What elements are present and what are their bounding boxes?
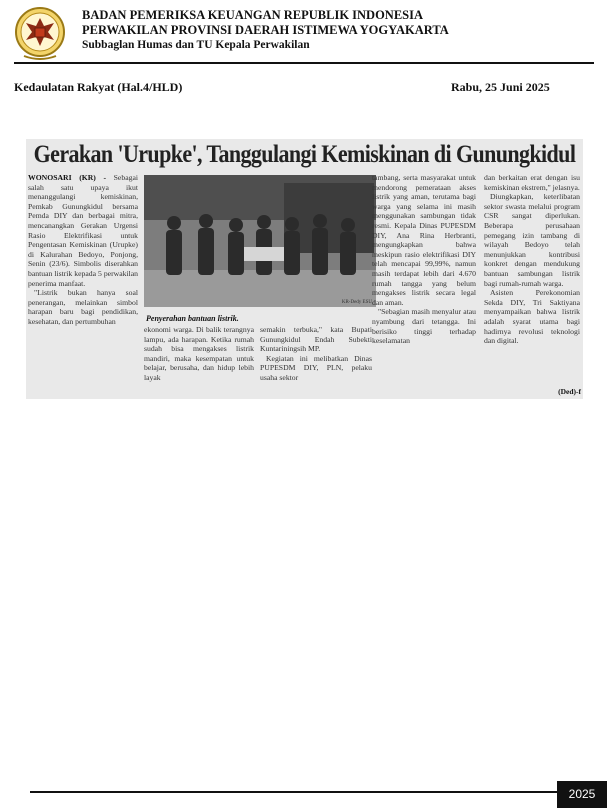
paragraph: ekonomi warga. Di balik terangnya lampu, ada harapan. Ketika rumah sudah bisa mengakses listrik mandiri, maka kesempatan untuk belajar, berusaha, dan hidup lebih layak — [144, 325, 254, 382]
paragraph: dan berkaitan erat dengan isu kemiskinan ekstrem," jelasnya. — [484, 173, 580, 192]
paragraph: "Listrik bukan hanya soal penerangan, melainkan simbol harapan baru bagi pendidikan, kesehatan, dan pertumbuhan — [28, 288, 138, 326]
header-rule — [14, 62, 594, 64]
article-column-1 — [28, 173, 138, 327]
org-line-2: PERWAKILAN PROVINSI DAERAH ISTIMEWA YOGYAKARTA — [82, 23, 449, 37]
paragraph: tambang, serta masyarakat untuk mendorong pemerataan akses listrik yang aman, terutama bagi warga yang selama ini masih menggunakan sambungan tidak resmi. Kepala Dinas PUPESDM DIY, Ana Rina Herbranti, mengungkapkan bahwa meskipun rasio elektrifikasi DIY telah mencapai 99,99%, namun masih terdapat lebih dari 4.670 rumah tangga yang belum mengakses listrik secara legal dan aman. — [372, 173, 476, 307]
news-photo — [144, 175, 376, 307]
paragraph: Kegiatan ini melibatkan Dinas PUPESDM DIY, PLN, pelaku usaha sektor — [260, 353, 372, 382]
article-column-4 — [372, 173, 476, 346]
year-badge: 2025 — [557, 781, 607, 808]
dateline: WONOSARI (KR) - — [28, 173, 107, 182]
paragraph: Diungkapkan, keterlibatan sektor swasta melalui program CSR sangat diperlukan. Beberapa perusahaan pemegang izin tambang di wilayah Bedoyo telah menunjukkan kontribusi konkret dengan mendukung bantuan sambungan listrik bagi rumah-rumah warga. — [484, 192, 580, 288]
source-label: Kedaulatan Rakyat (Hal.4/HLD) — [14, 80, 183, 94]
paragraph: semakin terbuka," kata Bupati Gunungkidul Endah Subekti Kuntariningsih MP. — [260, 325, 372, 354]
publish-date: Rabu, 25 Juni 2025 — [451, 80, 550, 94]
garuda-emblem-icon — [14, 6, 66, 62]
org-line-1: BADAN PEMERIKSA KEUANGAN REPUBLIK INDONESIA — [82, 8, 424, 22]
news-clipping — [26, 139, 583, 399]
org-line-3: Subbaglan Humas dan TU Kepala Perwakilan — [82, 39, 310, 51]
headline: Gerakan 'Urupke', Tanggulangi Kemiskinan di Gunungkidul — [33, 139, 576, 168]
letterhead — [0, 0, 607, 64]
paragraph: Sebagai salah satu upaya ikut menanggulangi kemiskinan, Pemkab Gunungkidul bersama Pemda DIY dan berbagai mitra, mencanangkan Gerakan Urgensi Rasio Elektrifikasi untuk Pengentasan Kemiskinan (Urupke) di Kalurahan Bedoyo, Ponjong, Senin (23/6). Simbolis diserahkan bantuan listrik kepada 5 perwakilan penerima manfaat. — [28, 173, 138, 288]
article-column-3 — [260, 325, 372, 383]
footer-rule — [30, 791, 558, 793]
paragraph: "Sebagian masih menyalur atau nyambung dari tetangga. Ini berisiko tinggi terhadap keselamatan — [372, 307, 476, 346]
paragraph: Asisten Perekonomian Sekda DIY, Tri Saktiyana menyampaikan bahwa listrik adalah syarat utama bagi hadirnya revolusi teknologi dan digital. — [484, 288, 580, 346]
article-column-5 — [484, 173, 580, 346]
author-sign: (Ded)-f — [558, 387, 581, 396]
photo-credit: KR-Dedy ESU — [341, 300, 372, 305]
article-column-2 — [144, 325, 254, 383]
photo-caption: Penyerahan bantuan listrik. — [146, 314, 239, 323]
